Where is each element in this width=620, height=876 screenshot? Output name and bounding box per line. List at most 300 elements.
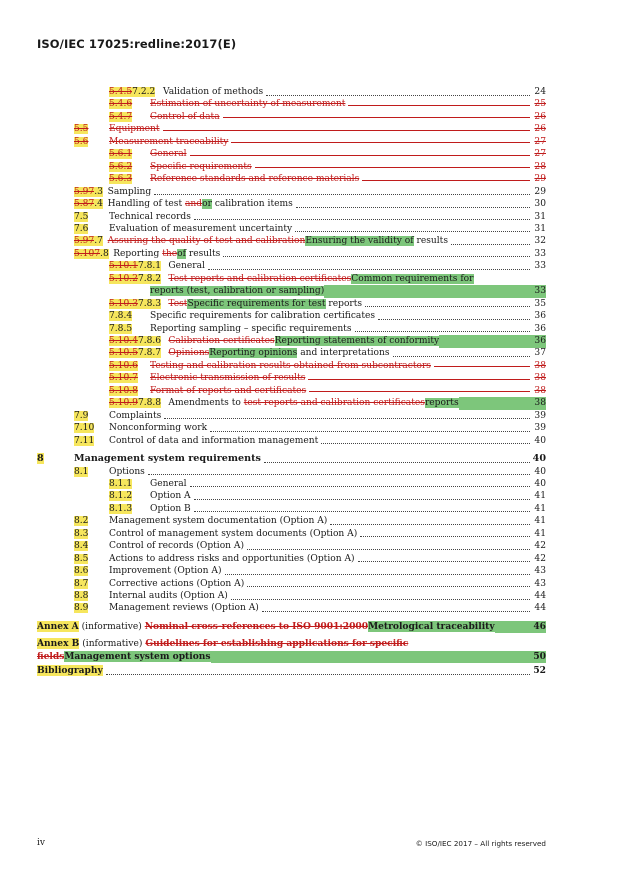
toc-page-number: 38: [534, 373, 546, 384]
toc-title-part: Reporting opinions: [209, 348, 298, 359]
toc-entry[interactable]: [0, 186, 620, 199]
toc-page-number: 31: [534, 223, 546, 234]
toc-page-number: 41: [534, 491, 546, 502]
toc-entry-number: [74, 136, 88, 149]
toc-dot-leader: [247, 586, 530, 587]
toc-number-part: 8.4: [74, 541, 89, 552]
toc-dot-leader: [362, 180, 530, 181]
toc-page-number: 30: [534, 199, 546, 210]
toc-title-part: Option A: [150, 491, 191, 502]
toc-entry-number: [109, 490, 132, 503]
toc-entry-number: [74, 186, 103, 199]
toc-entry-number: [109, 347, 161, 360]
toc-entry[interactable]: [0, 435, 620, 448]
toc-entry[interactable]: [0, 298, 620, 311]
toc-page-number: 41: [534, 528, 546, 539]
toc-number-part: 5.87: [74, 199, 95, 210]
toc-annex-entry[interactable]: [0, 665, 620, 678]
toc-title-part: Handling of test: [107, 199, 185, 210]
toc-dot-leader: [231, 142, 530, 143]
toc-entry-title: [150, 98, 345, 111]
toc-title-part: Format of reports and certificates: [150, 385, 307, 396]
toc-entry-title: [150, 385, 306, 398]
toc-entry-number: [74, 565, 88, 578]
toc-title-part: Internal audits (Option A): [109, 591, 228, 601]
toc-entry[interactable]: [0, 540, 620, 553]
toc-entry[interactable]: [0, 260, 620, 273]
toc-entry-number: [37, 453, 44, 466]
toc-entry[interactable]: [0, 528, 620, 541]
toc-entry-title: [37, 638, 408, 651]
toc-title-part: Specific requirements for test: [187, 298, 326, 309]
toc-dot-leader: [208, 269, 530, 270]
toc-entry-number: [109, 273, 161, 286]
toc-entry-title: [109, 211, 191, 224]
toc-dot-leader: [223, 117, 530, 118]
toc-entry-number: [74, 223, 88, 236]
toc-title-part: Annex A: [37, 620, 79, 632]
toc-page-number: 43: [534, 566, 546, 577]
toc-title-part: and interpretations: [297, 348, 390, 359]
toc-entry[interactable]: [0, 273, 620, 286]
toc-dot-leader: [194, 219, 530, 220]
toc-page-number: 42: [534, 541, 546, 552]
toc-entry-number: [74, 578, 88, 591]
toc-entry[interactable]: [0, 397, 620, 410]
toc-entry-number: [74, 123, 88, 136]
toc-entry[interactable]: [0, 111, 620, 124]
toc-entry-title: [168, 260, 205, 273]
toc-entry[interactable]: [0, 453, 620, 466]
toc-page-number: 33: [534, 261, 546, 272]
toc-title-part: the: [162, 248, 178, 259]
toc-page-number: 44: [534, 603, 546, 614]
toc-entry-title: [150, 503, 191, 516]
toc-dot-leader: [378, 319, 530, 320]
toc-number-part: 8.7: [74, 578, 89, 589]
toc-number-part: 5.4.7: [109, 111, 133, 122]
toc-entry-number: [74, 435, 94, 448]
toc-page-number: 39: [534, 410, 546, 421]
toc-entry[interactable]: [0, 285, 620, 298]
toc-page-number: 41: [534, 516, 546, 527]
toc-entry-number: [109, 478, 132, 491]
toc-page-number: 31: [534, 211, 546, 222]
toc-entry[interactable]: [0, 478, 620, 491]
toc-dot-leader: [164, 418, 530, 419]
toc-number-part: 5.10.7: [109, 373, 138, 384]
toc-dot-leader: [194, 511, 530, 512]
toc-title-part: Technical records: [109, 211, 191, 222]
toc-entry-title: [150, 478, 187, 491]
toc-title-part: Management system documentation (Option A): [109, 516, 328, 527]
toc-entry[interactable]: [0, 173, 620, 186]
toc-title-part: reports: [424, 398, 459, 409]
toc-dot-leader: [163, 130, 530, 131]
toc-entry[interactable]: [0, 323, 620, 336]
toc-page-number: 25: [534, 99, 546, 110]
toc-dot-leader: [309, 391, 530, 392]
toc-page-number: 42: [534, 553, 546, 564]
toc-dot-leader: [459, 397, 532, 410]
toc-page-number: 26: [534, 124, 546, 135]
toc-entry-number: [74, 235, 103, 248]
toc-number-part: 7.8.5: [109, 323, 133, 334]
toc-title-part: Reference standards and reference materials: [150, 174, 360, 185]
toc-title-part: Test: [168, 298, 188, 309]
toc-entry[interactable]: [0, 235, 620, 248]
toc-number-part: 5.4.5: [109, 87, 133, 97]
toc-number-part: 7.8.7: [137, 348, 162, 359]
toc-entry[interactable]: [0, 590, 620, 603]
toc-dot-leader: [190, 486, 530, 487]
toc-title-part: Management system requirements: [74, 453, 261, 465]
toc-entry[interactable]: [0, 123, 620, 136]
toc-title-part: Reporting sampling – specific requirements: [150, 323, 352, 334]
toc-page-number: 39: [534, 423, 546, 434]
toc-entry-number: [109, 98, 132, 111]
toc-entry[interactable]: [0, 385, 620, 398]
toc-entry[interactable]: [0, 578, 620, 591]
toc-entry-title: [168, 347, 389, 360]
toc-dot-leader: [154, 194, 530, 195]
toc-dot-leader: [190, 155, 530, 156]
toc-entry-title: [163, 86, 263, 99]
toc-entry-title: [108, 198, 293, 211]
toc-entry[interactable]: [0, 503, 620, 516]
toc-number-part: 5.6.3: [109, 174, 133, 185]
toc-dot-leader: [360, 536, 530, 537]
toc-entry-title: [109, 123, 160, 136]
toc-title-part: Nominal cross-references to ISO 9001:2000: [144, 620, 369, 632]
toc-page-number: 24: [534, 87, 546, 97]
toc-title-part: (informative): [78, 621, 145, 632]
toc-entry-title: [150, 285, 324, 298]
document-header-title: ISO/IEC 17025:redline:2017(E): [37, 37, 237, 51]
toc-title-part: Specific requirements for calibration certificates: [150, 311, 376, 322]
toc-number-part: 5.10.3: [109, 298, 138, 309]
toc-title-part: Complaints: [109, 410, 162, 421]
toc-entry-title: [37, 665, 103, 678]
toc-title-part: General: [150, 149, 187, 160]
toc-dot-leader: [106, 674, 530, 675]
toc-entry-title: [109, 565, 222, 578]
toc-page-number: 52: [533, 665, 546, 677]
toc-entry-title: [150, 161, 252, 174]
toc-entry[interactable]: [0, 136, 620, 149]
toc-dot-leader: [210, 431, 530, 432]
toc-entry-title: [150, 490, 191, 503]
toc-entry-title: [109, 528, 357, 541]
toc-entry-title: [109, 435, 318, 448]
toc-entry[interactable]: [0, 490, 620, 503]
toc-entry-number: [109, 260, 161, 273]
toc-entry-number: [74, 540, 88, 553]
toc-entry-number: [109, 173, 132, 186]
toc-dot-leader: [324, 285, 532, 298]
toc-title-part: reports: [325, 298, 363, 309]
toc-entry[interactable]: [0, 198, 620, 211]
toc-dot-leader: [355, 331, 530, 332]
toc-number-part: 5.107: [74, 248, 101, 259]
toc-dot-leader: [365, 306, 530, 307]
toc-entry[interactable]: [0, 310, 620, 323]
toc-entry-title: [109, 515, 327, 528]
toc-dot-leader: [223, 256, 530, 257]
toc-number-part: .8: [100, 248, 109, 259]
toc-number-part: 8.2: [74, 516, 89, 527]
toc-title-part: Management reviews (Option A): [109, 603, 259, 614]
toc-entry-number: [74, 515, 88, 528]
toc-number-part: 5.10.1: [109, 261, 138, 272]
toc-title-part: Options: [109, 466, 145, 477]
toc-page-number: 40: [534, 435, 546, 446]
toc-entry-title: [109, 422, 207, 435]
toc-number-part: .4: [94, 199, 103, 210]
toc-entry-number: [74, 198, 103, 211]
toc-title-part: and: [185, 199, 203, 210]
toc-title-part: Estimation of uncertainty of measurement: [150, 99, 346, 110]
toc-entry-title: [150, 148, 187, 161]
toc-entry-number: [74, 211, 88, 224]
toc-entry-number: [109, 335, 161, 348]
toc-number-part: 7.8.8: [137, 398, 162, 409]
toc-title-part: Control of data and information management: [109, 435, 319, 446]
toc-entry[interactable]: [0, 86, 620, 99]
toc-annex-entry[interactable]: [0, 638, 620, 651]
toc-entry-title: [109, 223, 292, 236]
toc-dot-leader: [308, 379, 530, 380]
toc-number-part: 7.10: [74, 423, 95, 434]
toc-title-part: fields: [37, 650, 65, 662]
toc-entry-number: [109, 360, 138, 373]
toc-title-part: Equipment: [109, 124, 160, 135]
copyright-notice: © ISO/IEC 2017 – All rights reserved: [415, 839, 546, 848]
toc-title-part: Validation of methods: [163, 87, 264, 97]
toc-entry-title: [109, 602, 259, 615]
toc-entry[interactable]: [0, 335, 620, 348]
toc-entry[interactable]: [0, 148, 620, 161]
toc-number-part: 5.10.6: [109, 360, 138, 371]
toc-dot-leader: [434, 366, 530, 367]
toc-entry[interactable]: [0, 466, 620, 479]
toc-dot-leader: [225, 574, 530, 575]
toc-entry-title: [108, 186, 152, 199]
toc-title-part: reports (test, calibration or sampling): [150, 286, 325, 297]
toc-title-part: Bibliography: [37, 665, 103, 677]
toc-title-part: results: [185, 248, 221, 259]
toc-dot-leader: [348, 105, 530, 106]
toc-entry-number: [109, 503, 132, 516]
toc-dot-leader: [495, 621, 532, 634]
toc-entry-number: [109, 323, 132, 336]
toc-page-number: 33: [534, 248, 546, 259]
toc-entry-title: [37, 651, 211, 664]
toc-number-part: 7.8.1: [137, 261, 162, 272]
toc-dot-leader: [148, 474, 530, 475]
toc-entry[interactable]: [0, 515, 620, 528]
toc-entry[interactable]: [0, 211, 620, 224]
toc-entry-number: [74, 602, 88, 615]
toc-number-part: .3: [94, 186, 103, 197]
toc-dot-leader: [295, 231, 530, 232]
toc-title-part: test reports and calibration certificates: [243, 398, 425, 409]
toc-number-part: 8.1.1: [109, 478, 133, 489]
toc-page-number: 29: [534, 174, 546, 185]
toc-title-part: Metrological traceability: [368, 620, 495, 632]
toc-annex-entry[interactable]: [0, 621, 620, 634]
toc-page-number: 32: [534, 236, 546, 247]
toc-title-part: results: [413, 236, 448, 247]
toc-entry[interactable]: [0, 422, 620, 435]
toc-number-part: 8: [37, 453, 44, 465]
toc-title-part: Measurement traceability: [109, 136, 229, 147]
toc-number-part: 7.8.4: [109, 311, 133, 322]
toc-title-part: Corrective actions (Option A): [109, 578, 245, 589]
toc-title-part: Control of management system documents (Option A): [109, 528, 358, 539]
toc-title-part: Opinions: [168, 348, 210, 359]
toc-entry-title: [150, 360, 431, 373]
toc-number-part: 5.6: [74, 136, 89, 147]
toc-title-part: Assuring the quality of test and calibration: [107, 236, 306, 247]
toc-title-part: of: [177, 248, 186, 259]
toc-title-part: Amendments to: [168, 398, 244, 409]
toc-entry-number: [74, 553, 88, 566]
toc-dot-leader: [211, 651, 532, 664]
toc-number-part: 7.8.3: [137, 298, 162, 309]
toc-page-number: 37: [534, 348, 546, 359]
toc-dot-leader: [393, 356, 530, 357]
toc-title-part: Control of data: [150, 111, 220, 122]
toc-entry-title: [109, 410, 161, 423]
toc-entry-title: [150, 310, 375, 323]
toc-title-part: General: [168, 261, 205, 272]
toc-entry-number: [74, 466, 88, 479]
toc-page-number: 26: [534, 111, 546, 122]
toc-number-part: 8.1: [74, 466, 89, 477]
toc-page-number: 44: [534, 591, 546, 601]
page-number: iv: [37, 838, 45, 848]
toc-number-part: 5.97: [74, 236, 95, 247]
toc-page-number: 36: [534, 323, 546, 334]
toc-dot-leader: [358, 561, 530, 562]
toc-number-part: 5.5: [74, 124, 89, 135]
toc-title-part: Option B: [150, 503, 191, 514]
toc-entry[interactable]: [0, 347, 620, 360]
toc-entry[interactable]: [0, 602, 620, 615]
toc-entry-number: [109, 161, 132, 174]
toc-entry-title: [109, 578, 244, 591]
toc-entry-number: [74, 422, 94, 435]
toc-entry[interactable]: [0, 248, 620, 261]
toc-number-part: 5.4.6: [109, 99, 133, 110]
toc-page-number: 40: [534, 478, 546, 489]
toc-entry-title: [74, 453, 261, 466]
toc-entry[interactable]: [0, 553, 620, 566]
toc-entry-title: [109, 540, 244, 553]
toc-dot-leader: [231, 599, 530, 600]
toc-page-number: 36: [534, 311, 546, 322]
toc-number-part: 5.10.4: [109, 336, 138, 346]
toc-dot-leader: [321, 443, 530, 444]
toc-title-part: Actions to address risks and opportunities (Option A): [109, 553, 355, 564]
toc-title-part: General: [150, 478, 187, 489]
toc-entry[interactable]: [0, 410, 620, 423]
toc-page-number: 41: [534, 503, 546, 514]
toc-number-part: 7.11: [74, 435, 95, 446]
toc-entry-title: [168, 397, 458, 410]
toc-title-part: calibration items: [211, 199, 293, 210]
toc-entry-title: [150, 372, 305, 385]
toc-number-part: 8.9: [74, 603, 89, 614]
toc-title-part: or: [202, 199, 212, 210]
toc-title-part: Management system options: [64, 650, 211, 662]
toc-page-number: 35: [534, 298, 546, 309]
toc-entry-number: [74, 590, 88, 603]
toc-entry[interactable]: [0, 372, 620, 385]
toc-entry-number: [109, 385, 138, 398]
toc-dot-leader: [451, 244, 530, 245]
toc-entry-title: [168, 335, 439, 348]
toc-entry-title: [37, 621, 495, 634]
toc-title-part: Reporting: [113, 248, 163, 259]
toc-page-number: 27: [534, 136, 546, 147]
toc-dot-leader: [266, 95, 530, 96]
toc-number-part: 5.10.5: [109, 348, 138, 359]
toc-number-part: 7.5: [74, 211, 89, 222]
toc-entry-number: [109, 148, 132, 161]
toc-dot-leader: [296, 207, 530, 208]
toc-dot-leader: [262, 611, 530, 612]
toc-title-part: Ensuring the validity of: [305, 236, 414, 247]
toc-entry-number: [74, 248, 109, 261]
toc-entry-number: [74, 410, 88, 423]
toc-page-number: 29: [534, 186, 546, 197]
toc-entry-title: [168, 273, 473, 286]
toc-entry-title: [150, 323, 352, 336]
toc-dot-leader: [264, 462, 530, 463]
toc-title-part: Testing and calibration results obtained from subcontractors: [150, 360, 431, 371]
toc-entry[interactable]: [0, 360, 620, 373]
toc-title-part: Control of records (Option A): [109, 541, 245, 552]
toc-entry[interactable]: [0, 161, 620, 174]
toc-title-part: Specific requirements: [150, 161, 252, 172]
toc-annex-entry[interactable]: [0, 651, 620, 664]
toc-number-part: 7.8.6: [137, 336, 162, 346]
toc-number-part: 8.1.3: [109, 503, 133, 514]
toc-entry[interactable]: [0, 98, 620, 111]
toc-page-number: 40: [532, 453, 546, 465]
toc-entry-title: [150, 111, 220, 124]
toc-title-part: Annex B: [37, 638, 80, 650]
toc-title-part: Electronic transmission of results: [150, 373, 306, 384]
toc-entry[interactable]: [0, 565, 620, 578]
toc-number-part: 5.10.9: [109, 398, 138, 409]
toc-page-number: 28: [534, 161, 546, 172]
toc-page-number: 46: [533, 620, 546, 632]
toc-number-part: 8.1.2: [109, 491, 133, 502]
toc-page-number: 36: [532, 335, 546, 348]
toc-page-number: 43: [534, 578, 546, 589]
toc-entry-title: [150, 173, 359, 186]
toc-title-part: Sampling: [107, 186, 152, 197]
toc-dot-leader: [255, 167, 530, 168]
toc-title-part: Evaluation of measurement uncertainty: [109, 223, 293, 234]
toc-entry-number: [109, 86, 155, 99]
toc-entry-title: [113, 248, 220, 261]
toc-entry[interactable]: [0, 223, 620, 236]
toc-number-part: 5.6.1: [109, 149, 133, 160]
